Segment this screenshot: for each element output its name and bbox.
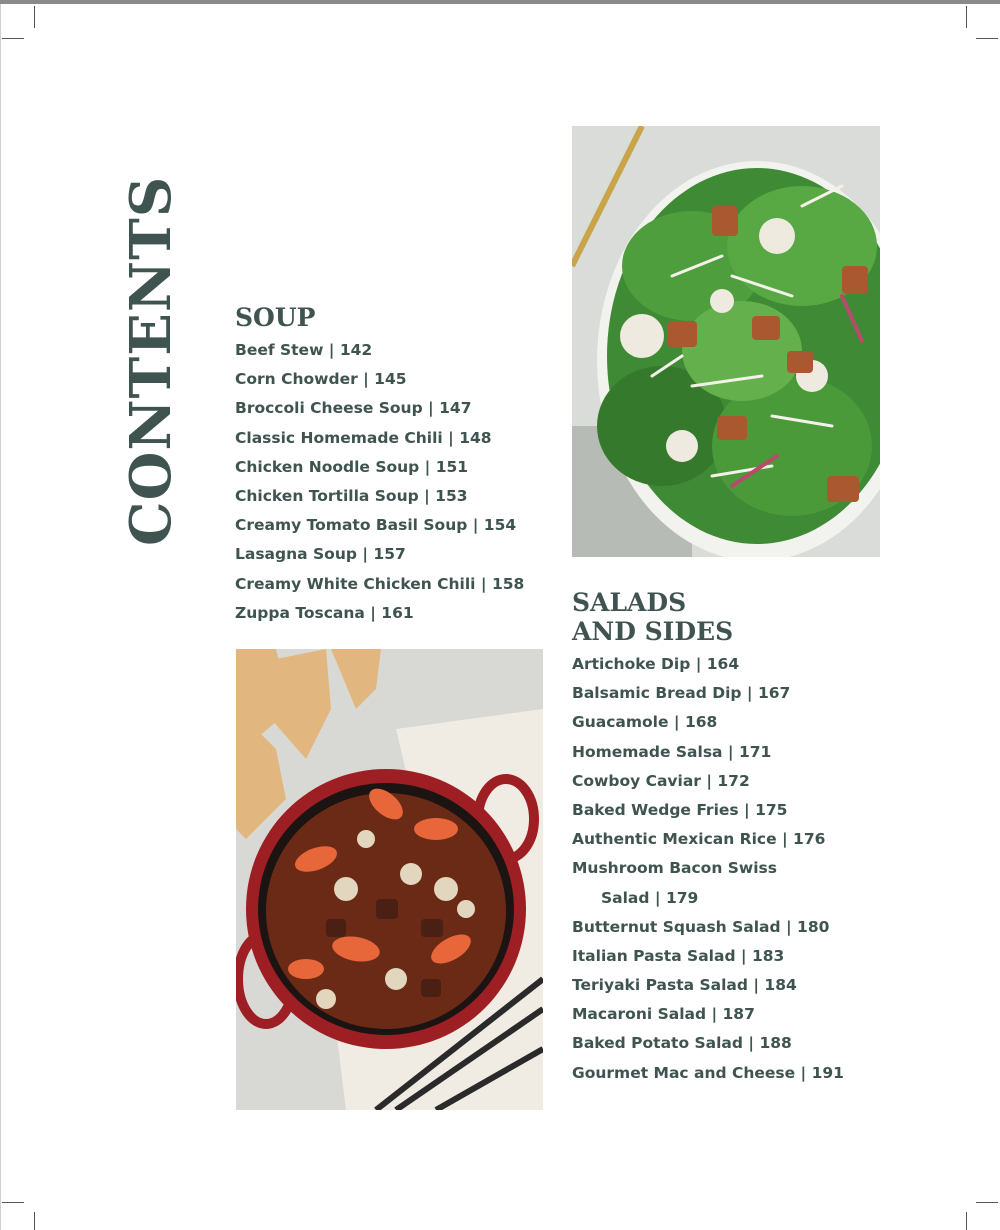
toc-entry[interactable]: Zuppa Toscana | 161	[235, 603, 414, 622]
crop-mark	[2, 38, 24, 39]
soup-heading	[235, 303, 315, 332]
toc-entry[interactable]: Baked Potato Salad | 188	[572, 1034, 792, 1053]
soup-list	[235, 336, 524, 628]
beef-stew-pot-photo	[236, 649, 543, 1110]
crop-mark	[966, 1212, 967, 1230]
crop-mark	[966, 6, 967, 28]
toc-entry[interactable]: Artichoke Dip | 164	[572, 655, 740, 673]
stew-illustration	[236, 649, 543, 1110]
toc-entry[interactable]: Guacamole | 168	[572, 713, 718, 732]
toc-entry[interactable]: Italian Pasta Salad | 183	[572, 946, 785, 965]
toc-entry[interactable]: Classic Homemade Chili | 148	[235, 428, 492, 447]
toc-entry[interactable]: Beef Stew | 142	[235, 341, 373, 359]
toc-entry[interactable]: Teriyaki Pasta Salad | 184	[572, 976, 797, 995]
toc-entry[interactable]: Mushroom Bacon Swiss	[572, 859, 777, 878]
toc-entry[interactable]: Creamy White Chicken Chili | 158	[235, 574, 525, 593]
page-title: CONTENTS	[118, 175, 184, 546]
crop-mark	[976, 1202, 998, 1203]
crop-mark	[976, 38, 998, 39]
crop-mark	[34, 6, 35, 28]
salads-list	[572, 650, 844, 1088]
salads-heading-line2: AND SIDES	[572, 617, 734, 646]
toc-entry[interactable]: Balsamic Bread Dip | 167	[572, 684, 791, 703]
toc-entry[interactable]: Gourmet Mac and Cheese | 191	[572, 1063, 844, 1082]
toc-entry-continuation[interactable]: Salad | 179	[601, 888, 699, 907]
salads-heading	[572, 588, 733, 646]
toc-entry[interactable]: Butternut Squash Salad | 180	[572, 917, 830, 936]
toc-entry[interactable]: Homemade Salsa | 171	[572, 742, 772, 761]
crop-mark	[34, 1212, 35, 1230]
toc-entry[interactable]: Macaroni Salad | 187	[572, 1005, 755, 1024]
toc-entry[interactable]: Authentic Mexican Rice | 176	[572, 830, 826, 849]
toc-entry[interactable]: Lasagna Soup | 157	[235, 545, 406, 564]
toc-entry[interactable]: Baked Wedge Fries | 175	[572, 800, 788, 819]
salad-illustration	[572, 126, 880, 557]
salads-heading-line1: SALADS	[572, 588, 687, 617]
toc-entry[interactable]: Chicken Tortilla Soup | 153	[235, 486, 468, 505]
salad-photo	[572, 126, 880, 557]
soup-heading-text: SOUP	[235, 303, 316, 332]
toc-entry[interactable]: Broccoli Cheese Soup | 147	[235, 399, 472, 418]
page-edge	[0, 4, 1, 1230]
crop-mark	[2, 1202, 24, 1203]
toc-entry[interactable]: Cowboy Caviar | 172	[572, 771, 750, 790]
toc-entry[interactable]: Corn Chowder | 145	[235, 370, 407, 389]
toc-entry[interactable]: Creamy Tomato Basil Soup | 154	[235, 516, 517, 535]
viewer-top-bar	[0, 0, 1000, 4]
toc-entry[interactable]: Chicken Noodle Soup | 151	[235, 457, 469, 476]
